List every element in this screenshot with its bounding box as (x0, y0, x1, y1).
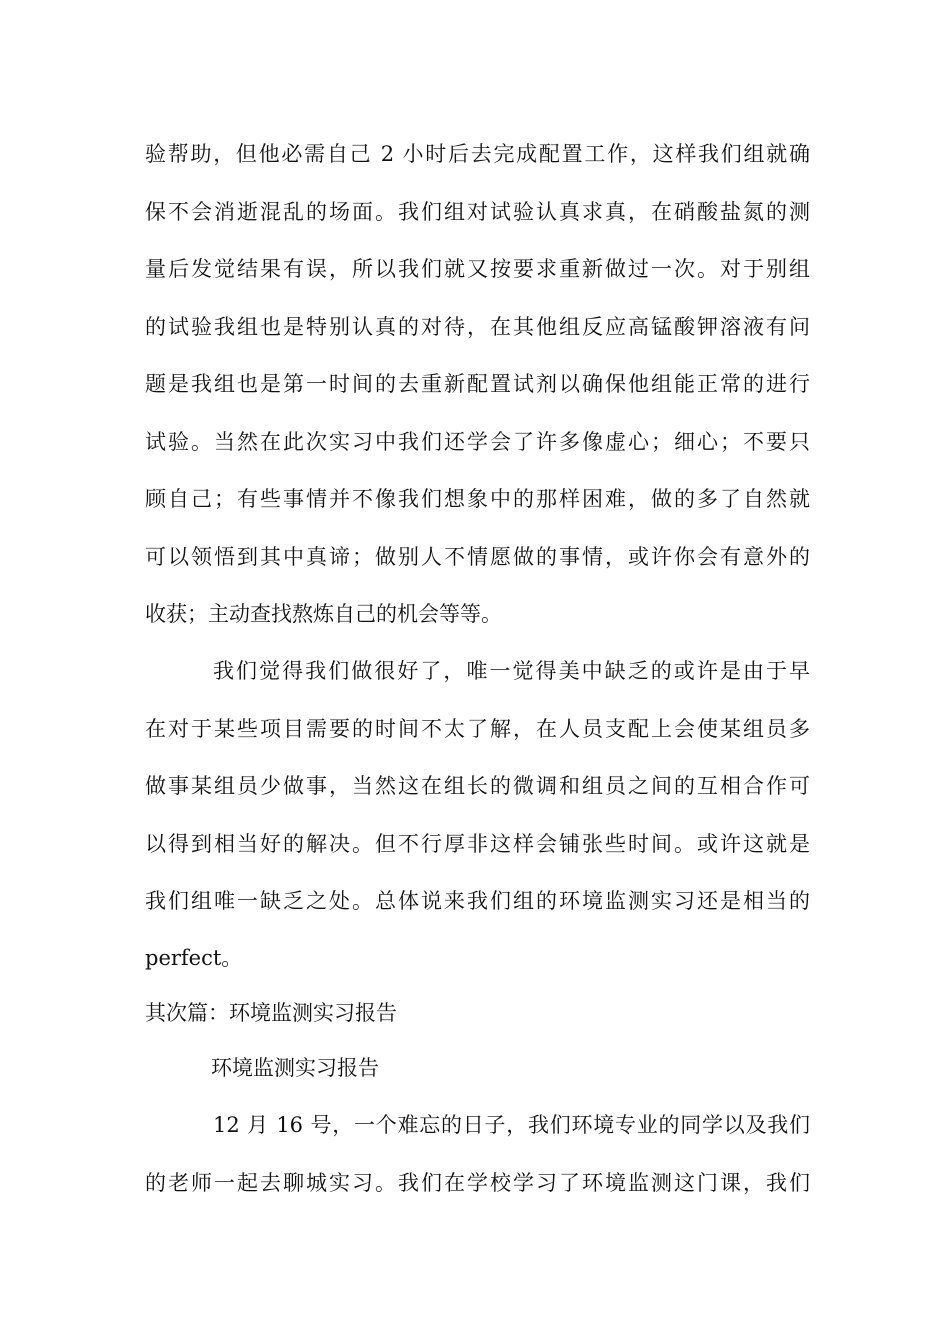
paragraph-1-line: 顾自己；有些事情并不像我们想象中的那样困难，做的多了自然就 (145, 487, 810, 511)
paragraph-1-line: 的试验我组也是特别认真的对待，在其他组反应高锰酸钾溶液有问 (145, 315, 810, 339)
paragraph-1-line: 收获；主动查找熬炼自己的机会等等。 (145, 602, 502, 626)
paragraph-1-line: 可以领悟到其中真谛；做别人不情愿做的事情，或许你会有意外的 (145, 545, 810, 569)
paragraph-2-line: 在对于某些项目需要的时间不太了解，在人员支配上会使某组员多 (145, 717, 810, 741)
report-title: 环境监测实习报告 (211, 1056, 379, 1080)
section-heading: 其次篇：环境监测实习报告 (145, 1001, 397, 1025)
paragraph-1-line: 保不会消逝混乱的场面。我们组对试验认真求真，在硝酸盐氮的测 (145, 200, 810, 224)
paragraph-1-line: 验帮助，但他必需自己 2 小时后去完成配置工作，这样我们组就确 (145, 142, 810, 166)
paragraph-1-line: 题是我组也是第一时间的去重新配置试剂以确保他组能正常的进行 (145, 372, 810, 396)
paragraph-2-line: 我们组唯一缺乏之处。总体说来我们组的环境监测实习还是相当的 (145, 889, 810, 913)
paragraph-2-line: perfect。 (145, 946, 243, 970)
paragraph-3-line: 的老师一起去聊城实习。我们在学校学习了环境监测这门课，我们 (145, 1171, 810, 1195)
paragraph-2-line: 做事某组员少做事，当然这在组长的微调和组员之间的互相合作可 (145, 774, 810, 798)
paragraph-2-line: 以得到相当好的解决。但不行厚非这样会铺张些时间。或许这就是 (145, 832, 810, 856)
paragraph-3-line: 12 月 16 号，一个难忘的日子，我们环境专业的同学以及我们 (213, 1113, 810, 1137)
paragraph-1-line: 试验。当然在此次实习中我们还学会了许多像虚心；细心；不要只 (145, 430, 810, 454)
paragraph-1-line: 量后发觉结果有误，所以我们就又按要求重新做过一次。对于别组 (145, 257, 810, 281)
paragraph-2-line: 我们觉得我们做很好了，唯一觉得美中缺乏的或许是由于早 (213, 659, 810, 683)
